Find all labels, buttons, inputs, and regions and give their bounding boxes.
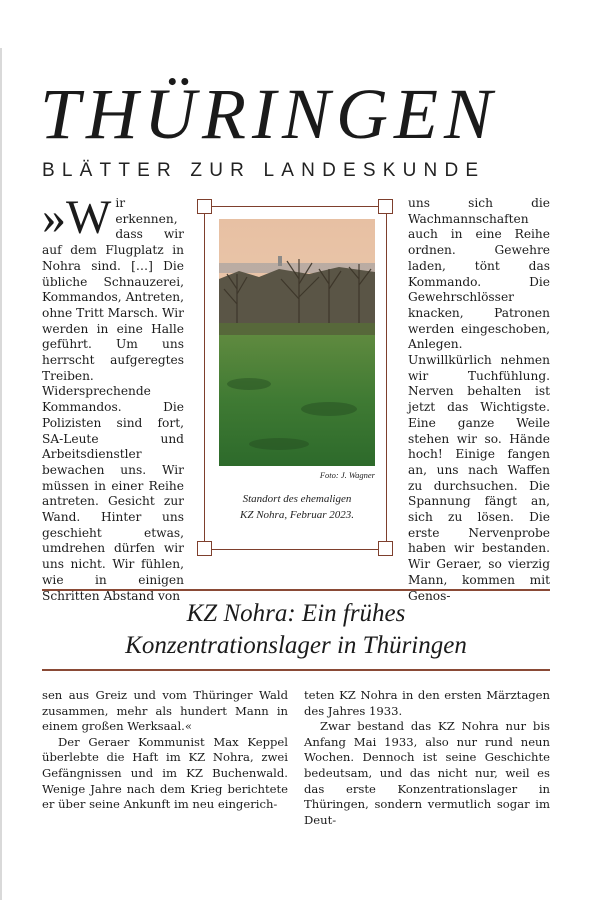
headline-rule-top [42,589,550,591]
intro-right-column: uns sich die Wachmannschaften auch in eine Reihe ordnen. Gewehre laden, tönt das Kommando. Die Gewehrschlösser knacken, Patronen werden eingeschoben, Anlegen. Unwillkürlich nehmen wir Tuchfühlung. Nerven behalten ist jetzt das Wichtigste. Eine ganze Weile stehen wir so. Hände hoch! Einige fangen an, uns nach Waffen zu durchsuchen. Die Spannung fängt an, sich zu lösen. Die erste Nervenprobe haben wir bestanden. Wir Geraer, so vierzig Mann, kommen mit Genos- [408,196,550,603]
frame-corner-top-right [378,199,393,214]
body-right-column [304,688,550,828]
landscape-photo-image [219,219,375,466]
photo-caption-line-2: KZ Nohra, Februar 2023. [240,509,354,521]
body-paragraph: Der Geraer Kommunist Max Keppel überlebte die Haft im KZ Nohra, zwei Gefängnissen und im KZ Buchenwald. Wenige Jahre nach dem Krieg berichtete er über seine Ankunft im neu eingerich- [42,734,288,812]
intro-left-column [42,191,184,604]
page-edge [0,48,2,900]
drop-cap: »W [42,191,112,244]
masthead-subtitle: BLÄTTER ZUR LANDESKUNDE [42,160,486,181]
photo-caption-line-1: Standort des ehemaligen [242,493,352,505]
frame-corner-top-left [197,199,212,214]
photo-credit: Foto: J. Wagner [319,470,375,480]
masthead-title: THÜRINGEN [40,74,499,154]
intro-left-text: ir erkennen, dass wir auf dem Flugplatz in Nohra sind. […] Die übliche Schnauzerei, Kommandos, Antreten, ohne Tritt Marsch. Wir werden in eine Halle geführt. Um uns herrscht aufgeregtes Treiben. Widersprechende Kommandos. Die Polizisten sind fort, SA-Leute und Arbeitsdienstler bewachen uns. Wir müssen in einer Reihe antreten. Gesicht zur Wand. Hinter uns geschieht etwas, umdrehen dürfen wir uns nicht. Wir fühlen, wie in einigen Schritten Abstand von [42,196,184,603]
photo-caption [219,491,375,523]
body-paragraph: sen aus Greiz und vom Thüringer Wald zusammen, mehr als hundert Mann in einem großen Werksaal.« [42,688,288,734]
headline-line-2: Konzentrationslager in Thüringen [125,632,467,659]
body-paragraph: teten KZ Nohra in den ersten Märztagen des Jahres 1933. [304,688,550,718]
article-headline [42,598,550,662]
body-paragraph: Zwar bestand das KZ Nohra nur bis Anfang Mai 1933, also nur rund neun Wochen. Dennoch ist seine Geschichte bedeutsam, und das nicht nur, weil es das erste Konzentrationslager in Thüringen, sondern vermutlich sogar im Deut- [304,719,550,827]
landscape-photo [219,219,375,466]
headline-line-1: KZ Nohra: Ein frühes [186,600,406,627]
frame-corner-bottom-right [378,541,393,556]
frame-corner-bottom-left [197,541,212,556]
body-left-column [42,688,288,813]
headline-rule-bottom [42,669,550,671]
